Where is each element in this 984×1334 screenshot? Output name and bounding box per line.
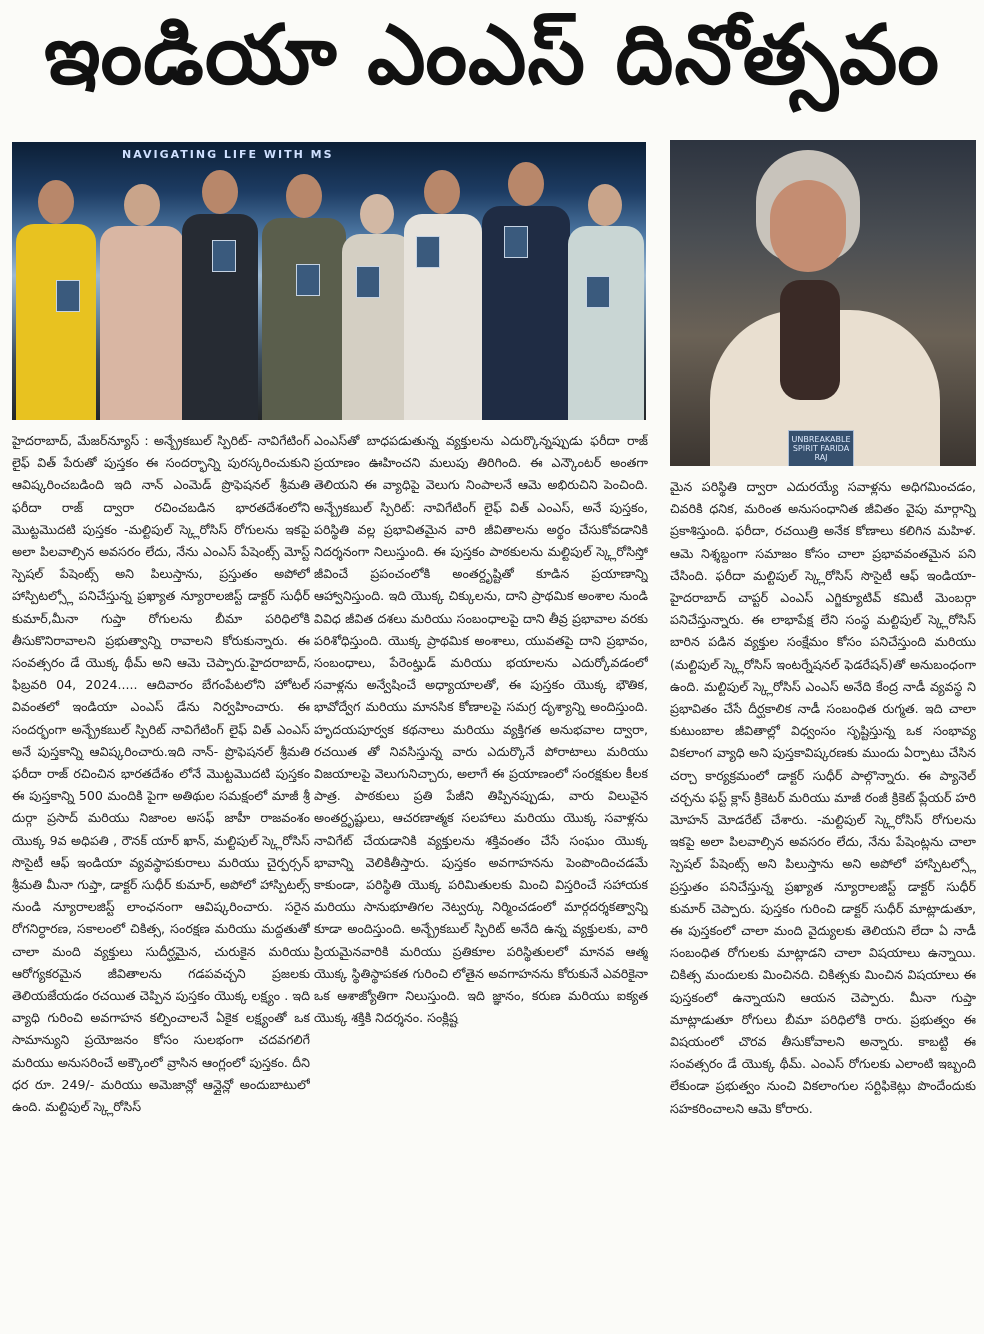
person-4: [262, 174, 346, 420]
person-8: [568, 184, 644, 420]
person-7: [482, 162, 570, 420]
book-cover: UNBREAKABLE SPIRIT FARIDA RAJ: [788, 430, 854, 466]
person-5: [342, 194, 412, 420]
article-text: మైన పరిస్థితి ద్వారా ఎదురయ్యే సవాళ్లను అధిగమించడం, చివరికి ధనిక, మరింత అనుసంధానిత జీవితం వైపు మార్గాన్ని ప్రకాశిస్తుంది. ఫరీదా, రచయిత్రి అనేక కోణాలు కలిగిన మహిళ. ఆమె నిశ్శబ్దంగా సమాజం కోసం చాలా ప్రభావవంతమైన పని చేసింది. ఫరీదా మల్టిపుల్ స్క్లెరోసిస్ సొసైటీ ఆఫ్ ఇండియా-హైదరాబాద్ చాప్టర్ ఎంఎస్ ఎగ్జిక్యూటివ్ కమిటీ మెంబర్గా పనిచేస్తున్నారు. ఈ లాభాపేక్ష లేని సంస్థ మల్టిపుల్ స్క్లెరోసిస్ బారిన పడిన వ్యక్తుల సంక్షేమం కోసం పనిచేస్తుంది మరియు (మల్టిపుల్ స్క్లెరోసిస్ ఇంటర్నేషనల్ ఫెడరేషన్)తో అనుబంధంగా ఉంది. మల్టిపుల్ స్క్లెరోసిస్ ఎంఎస్ అనేది కేంద్ర నాడీ వ్యవస్థ ని ప్రభావితం చేసే దీర్ఘకాలిక నాడీ సంబంధిత రుగ్మత. ఇది చాలా కుటుంబాల జీవితాల్లో విధ్వంసం సృష్టిస్తున్న ఒక సంభావ్య వికలాంగ వ్యాధి అని పుస్తకావిష్కరణకు ముందు ఏర్పాటు చేసిన చర్చా కార్యక్రమంలో డాక్టర్ సుధీర్ పాల్గొన్నారు. ఈ ప్యానెల్ చర్చను ఫస్ట్ క్లాస్ క్రికెటర్ మరియు మాజీ రంజీ క్రికెట్ ప్లేయర్ హరి మోహన్ మోడరేట్ చేశారు. -మల్టిపుల్ స్క్లెరోసిస్ రోగులను ఇకపై అలా పిలవాల్సిన అవసరం లేదు, నేను పేషెంట్లను చాలా స్పెషల్ పేషెంట్స్ అని పిలుస్తాను అని అపోలో హాస్పిటల్స్లో ప్రస్తుతం పనిచేస్తున్న ప్రఖ్యాత న్యూరాలజిస్ట్ డాక్టర్ సుధీర్ కుమార్ చెప్పారు. పుస్తకం గురించి డాక్టర్ సుధీర్ మాట్లాడుతూ, ఈ పుస్తకంలో చాలా మంది వైద్యులకు తెలియని లేదా ఏ నాడీ సంబంధిత రోగులకు మాట్లాడని చాలా విషయాలు ఉన్నాయి. చికిత్స మందులకు మించినది. చికిత్సకు మించిన విషయాలు ఈ పుస్తకంలో ఉన్నాయని ఆయన చెప్పారు. మీనా గుప్తా మాట్లాడుతూ రోగులు బీమా పరిధిలోకి రారు. ప్రభుత్వం ఈ విషయంలో చొరవ తీసుకోవాలని అన్నారు. కాబట్టి ఈ సంవత్సరం డే యొక్క థీమ్. ఎంఎస్ రోగులకు ఎలాంటి ఇబ్బంది లేకుండా ప్రభుత్వం నుంచి వికలాంగుల సర్టిఫికెట్లు పొందేందుకు సహకరించాలని ఆమె కోరారు.: [670, 479, 976, 1116]
article-text: హైదరాబాద్, మేజర్‌న్యూస్ : అన్బ్రేకబుల్ స్పిరిట్- నావిగేటింగ్ లైఫ్ విత్ పేరుతో పుస్తకం ఈ సందర్భాన్ని పురస్కరించుకుని ఆవిష్కరించబడింది ఇది నాన్ ఎంమెడ్ ప్రొఫెషనల్ శ్రీమతి ఫరీదా రాజ్ ద్వారా రచించబడిన భారతదేశంలోని మొట్టమొదటి పుస్తకం -మల్టిపుల్ స్క్లెరోసిస్ రోగులను ఇకపై అలా పిలవాల్సిన అవసరం లేదు, నేను ఎంఎస్ పేషెంట్స్ మోస్ట్ స్పెషల్ పేషెంట్స్ అని పిలుస్తాను, ప్రస్తుతం అపోలో హాస్పిటల్స్లో పనిచేస్తున్న ప్రఖ్యాత న్యూరాలజిస్ట్ డాక్టర్ సుధీర్ కుమార్,మీనా గుప్తా రోగులను బీమా పరిధిలోకి తీసుకొనిరావాలని ప్రభుత్వాన్ని రావాలని కోరుకున్నారు. ఈ సంవత్సరం డే యొక్క థీమ్ అని ఆమె చెప్పారు.హైదరాబాద్, ఫిబ్రవరి 04, 2024..... ఆదివారం బేగంపేటలోని హోటల్ వివంతలో ఇండియా ఎంఎస్ డేను నిర్వహించారు. ఈ సందర్భంగా అన్బ్రేకబుల్ స్పిరిట్ నావిగేటింగ్ లైఫ్ విత్ ఎంఎస్ అనే పుస్తకాన్ని ఆవిష్కరించారు.ఇది నాన్- ప్రొఫెషనల్ శ్రీమతి ఫరీదా రాజ్ రచించిన భారతదేశం లోనే మొట్టమొదటి పుస్తకం ఈ పుస్తకాన్ని 500 మందికి పైగా అతిథుల సమక్షంలో మాజీ శ్రీ దుర్గా ప్రసాద్ మరియు నిజాంల అసఫ్ జాహీ రాజవంశం యొక్క 9వ అధిపతి , రౌనక్ యార్ ఖాన్, మల్టిపుల్ స్క్లెరోసిస్ సొసైటీ ఆఫ్ ఇండియా వ్యవస్థాపకురాలు మరియు చైర్పర్సన్ శ్రీమతి మీనా గుప్తా, డాక్టర్ సుధీర్ కుమార్, అపోలో హాస్పిటల్స్ నుండి న్యూరాలజిస్ట్ లాంఛనంగా ఆవిష్కరించారు. సరైన రోగనిర్ధారణ, సకాలంలో చికిత్స, సంరక్షణ మరియు మద్దతుతో చాలా మంది వ్యక్తులు సుదీర్ఘమైన, చురుకైన మరియు ఆరోగ్యకరమైన జీవితాలను గడపవచ్చని ప్రజలకు తెలియజేయడం రచయిత చెప్పిన పుస్తకం యొక్క లక్ష్యం . ఇది వ్యాధి గురించి అవగాహన కల్పించాలనే ఏకైక లక్ష్యంతో ఒక సామాన్యుని ప్రయోజనం కోసం సులభంగా చదవగలిగే మరియు అనుసరించే అక్కౌంలో వ్రాసిన ఆంగ్లంలో పుస్తకం. దీని ధర రూ. 249/- మరియు అమెజాన్లో ఆన్లైన్లో అందుబాటులో ఉంది. మల్టిపుల్ స్క్లెరోసిస్: [12, 433, 310, 1115]
article-column-2: [314, 430, 648, 1328]
book-launch-group-photo: [12, 142, 646, 420]
person-6: [404, 170, 482, 420]
author-portrait-photo: [670, 140, 976, 466]
article-column-3: [670, 476, 976, 1328]
article-column-1: [12, 430, 310, 1328]
stage-banner-text: NAVIGATING LIFE WITH MS: [122, 148, 334, 161]
person-1: [16, 180, 96, 420]
article-text: ఎంఎస్‌తో బాధపడుతున్న వ్యక్తులను ఎదుర్కొన్నప్పుడు ఫరీదా రాజ్ ప్రయాణం ఊహించని మలుపు తిరిగింది. ఈ ఎన్కౌంటర్ అంతగా తెలియని ఈ వ్యాధిపై వెలుగు నింపాలనే ఆమె అభిరుచిని పెంచింది. అన్బ్రేకబుల్ స్పిరిట్: నావిగేటింగ్ లైఫ్ విత్ ఎంఎస్, అనే పుస్తకం, పరిస్థితి వల్ల ప్రభావితమైన వారి జీవితాలను అర్థం చేసుకోవడానికి నిదర్శనంగా నిలుస్తుంది. ఈ పుస్తకం పాఠకులను మల్టిపుల్ స్క్లెరోసిస్తో జీవించే ప్రపంచంలోకి అంతర్దృష్టితో కూడిన ప్రయాణాన్ని ఆహ్వానిస్తుంది. ఇది యొక్క చిక్కులను, దాని ప్రాథమిక అంశాల నుండి వివిధ జీవిత దశలు మరియు సంబంధాలపై దాని తీవ్ర ప్రభావాల వరకు పరిశోధిస్తుంది. యొక్క ప్రాథమిక అంశాలు, యువతపై దాని ప్రభావం, సంబంధాలు, పేరెంట్హుడ్ మరియు భయాలను ఎదుర్కోవడంలో సవాళ్లను అన్వేషించే అధ్యాయాలతో, ఈ పుస్తకం యొక్క భౌతిక, భావోద్వేగ మరియు మానసిక కోణాలపై సమగ్ర దృశ్యాన్ని అందిస్తుంది. హృదయపూర్వక కథనాలు మరియు వ్యక్తిగత అనుభవాల ద్వారా, రచయిత తో నివసిస్తున్న వారు ఎదుర్కొనే పోరాటాలు మరియు విజయాలపై వెలుగునిచ్చారు, అలాగే ఈ ప్రయాణంలో సంరక్షకుల కీలక పాత్ర. పాఠకులు ప్రతి పేజీని తిప్పినప్పుడు, వారు విలువైన అంతర్దృష్టులు, ఆచరణాత్మక సలహాలు మరియు యొక్క సవాళ్లను నావిగేట్ చేయడానికి వ్యక్తులను శక్తివంతం చేసే సంఘం యొక్క భావాన్ని వెలికితీస్తారు. పుస్తకం అవగాహనను పెంపొందించడమే కాకుండా, పరిస్థితి యొక్క పరిమితులకు మించి విస్తరించే సహాయక మరియు సానుభూతిగల నెట్వర్కు నిర్మించడంలో మార్గదర్శకత్వాన్ని కూడా అందిస్తుంది. అన్బ్రేకబుల్ స్పిరిట్ అనేది ఉన్న వ్యక్తులకు, వారి ప్రియమైనవారికి మరియు ప్రతికూల పరిస్థితులలో మానవ ఆత్మ యొక్క స్థితిస్థాపకత గురించి లోతైన అవగాహనను కోరుకునే ఎవరికైనా ఒక ఆశాజ్యోతిగా నిలుస్తుంది. ఇది జ్ఞానం, కరుణ మరియు ఐక్యత యొక్క శక్తికి నిదర్శనం. సంక్లిష్ట: [314, 433, 648, 1026]
person-2: [100, 184, 184, 420]
person-3: [182, 170, 258, 420]
headline: ఇండియా ఎంఎస్ దినోత్సవం: [44, 7, 940, 103]
